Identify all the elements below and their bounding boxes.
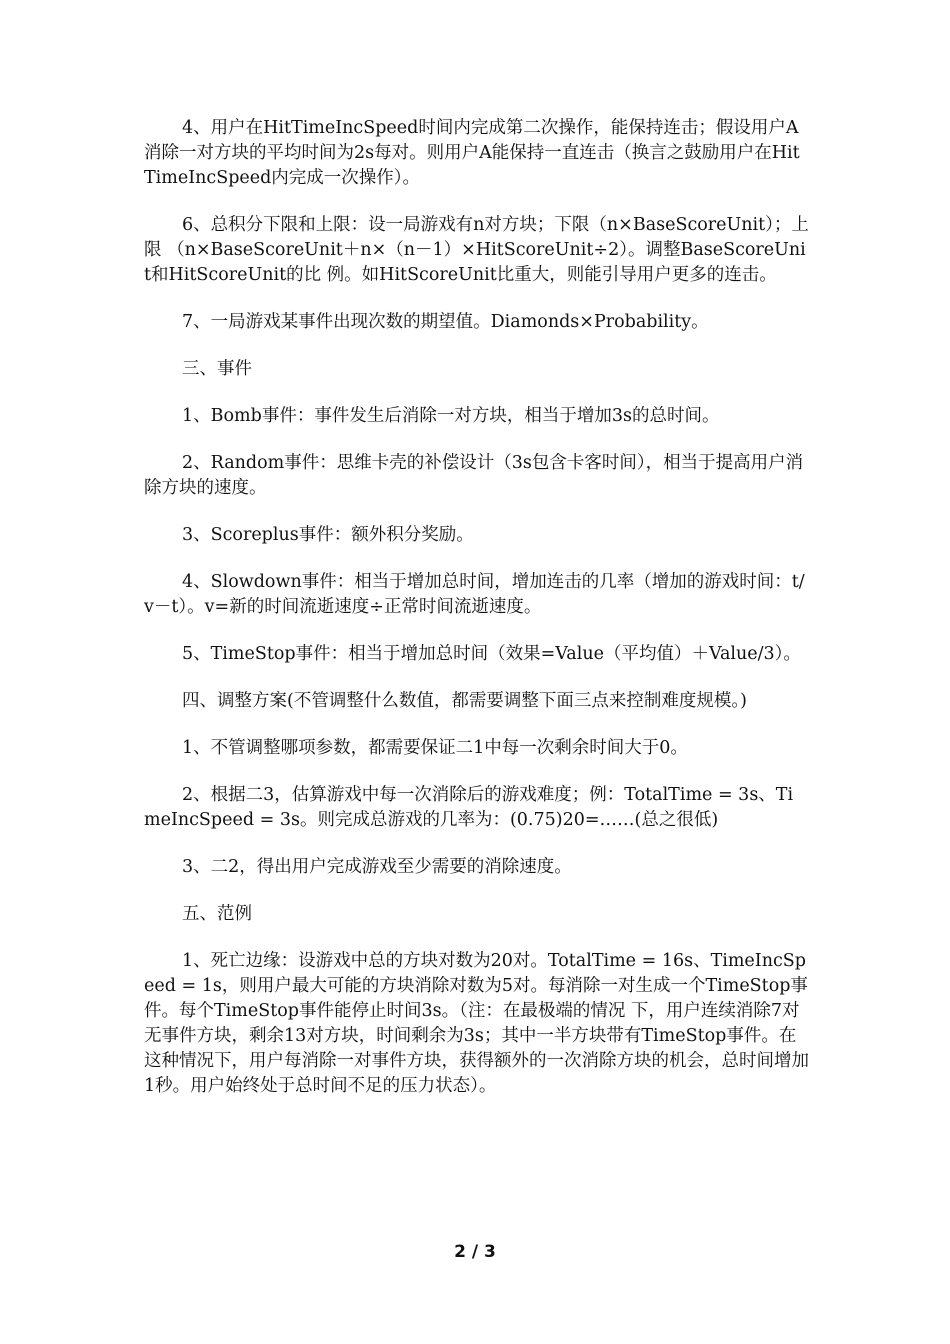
section-heading-events: 三、事件 [182, 359, 252, 379]
section-heading-examples: 五、范例 [182, 904, 252, 924]
paragraph-example-1: 1、死亡边缘：设游戏中总的方块对数为20对。TotalTime = 16s、TimeIncSpeed = 1s，则用户最大可能的方块消除对数为5对。每消除一对生成一个TimeStop事件。每个TimeStop事件能停止时间3s。（注：在最极端的情况 下，用户连续消除7对无事件方块，剩余13对方块，时间剩余为3s；其中一半方块带有TimeStop事件。在这种情况下，用户每消除一对事件方块，获得额外的一次消除方块的机会，总时间增加1秒。用户始终处于总时间不足的压力状态）。 [144, 951, 809, 1096]
paragraph-adjust-3: 3、二2，得出用户完成游戏至少需要的消除速度。 [182, 857, 572, 877]
paragraph-event-expectation: 7、一局游戏某事件出现次数的期望值。Diamonds×Probability。 [182, 312, 709, 332]
paragraph-bomb-event: 1、Bomb事件：事件发生后消除一对方块，相当于增加3s的总时间。 [182, 406, 720, 426]
page-number: 2 / 3 [454, 1242, 496, 1262]
paragraph-slowdown-event: 4、Slowdown事件：相当于增加总时间，增加连击的几率（增加的游戏时间：t/v－t）。v=新的时间流逝速度÷正常时间流逝速度。 [144, 572, 805, 617]
paragraph-adjust-1: 1、不管调整哪项参数，都需要保证二1中每一次剩余时间大于0。 [182, 738, 688, 758]
document-body [144, 116, 809, 1121]
paragraph-timestop-event: 5、TimeStop事件：相当于增加总时间（效果=Value（平均值）＋Value/3）。 [182, 644, 801, 664]
paragraph-hit-time: 4、用户在HitTimeIncSpeed时间内完成第二次操作，能保持连击；假设用户A消除一对方块的平均时间为2s每对。则用户A能保持一直连击（换言之鼓励用户在HitTimeIncSpeed内完成一次操作）。 [144, 118, 800, 188]
paragraph-score-limits: 6、总积分下限和上限：设一局游戏有n对方块；下限（n×BaseScoreUnit）；上限 （n×BaseScoreUnit＋n×（n－1）×HitScoreUnit÷2）。调整BaseScoreUnit和HitScoreUnit的比 例。如HitScoreUnit比重大，则能引导用户更多的连击。 [144, 215, 809, 285]
paragraph-adjust-2: 2、根据二3，估算游戏中每一次消除后的游戏难度；例：TotalTime = 3s、TimeIncSpeed = 3s。则完成总游戏的几率为：(0.75)20=……(总之很低) [144, 785, 794, 830]
section-heading-adjustment: 四、调整方案(不管调整什么数值，都需要调整下面三点来控制难度规模。) [182, 691, 747, 711]
paragraph-scoreplus-event: 3、Scoreplus事件：额外积分奖励。 [182, 525, 474, 545]
paragraph-random-event: 2、Random事件：思维卡壳的补偿设计（3s包含卡客时间），相当于提高用户消除方块的速度。 [144, 453, 804, 498]
